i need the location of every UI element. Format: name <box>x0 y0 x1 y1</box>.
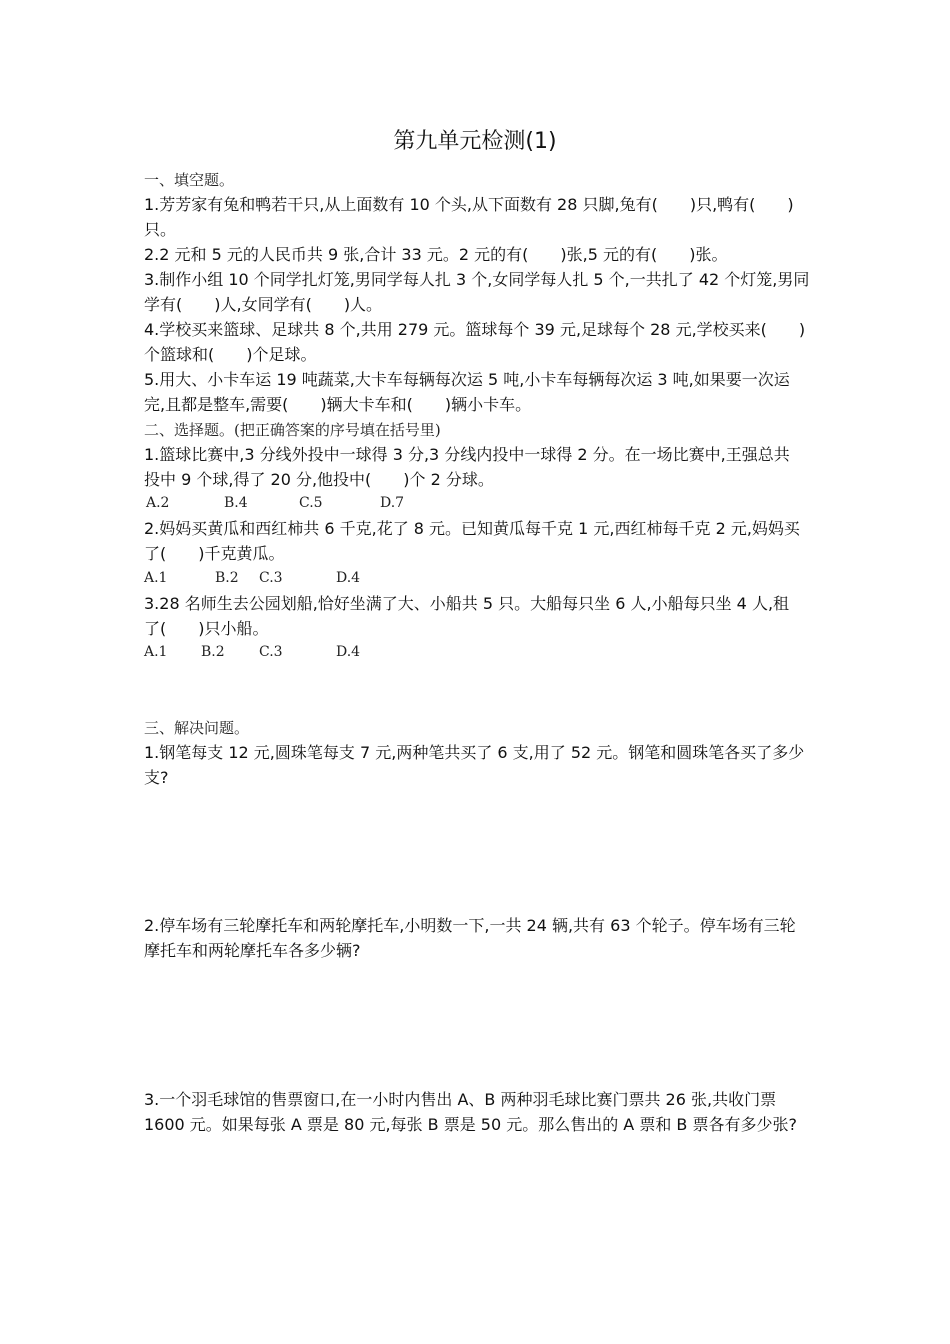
option-d: D.4 <box>336 570 361 586</box>
option-c: C.3 <box>259 570 283 586</box>
choice-question-2-line-1: 2.妈妈买黄瓜和西红柿共 6 千克,花了 8 元。已知黄瓜每千克 1 元,西红柿每千克 2 元,妈妈买 <box>144 519 800 538</box>
option-b: B.2 <box>215 570 239 586</box>
fill-question-3-line-1: 3.制作小组 10 个同学扎灯笼,男同学每人扎 3 个,女同学每人扎 5 个,一共扎了 42 个灯笼,男同 <box>144 270 810 289</box>
fill-question-1-line-2: 只。 <box>144 220 177 239</box>
fill-question-5-line-2: 完,且都是整车,需要( )辆大卡车和( )辆小卡车。 <box>144 395 532 414</box>
fill-question-5-line-1: 5.用大、小卡车运 19 吨蔬菜,大卡车每辆每次运 5 吨,小卡车每辆每次运 3 吨,如果要一次运 <box>144 370 790 389</box>
option-c: C.3 <box>259 644 283 660</box>
fill-question-4-line-1: 4.学校买来篮球、足球共 8 个,共用 279 元。篮球每个 39 元,足球每个 28 元,学校买来( ) <box>144 320 806 339</box>
problem-3-line-2: 1600 元。如果每张 A 票是 80 元,每张 B 票是 50 元。那么售出的 A 票和 B 票各有多少张? <box>144 1115 797 1134</box>
option-a: A.1 <box>144 644 168 660</box>
option-a: A.1 <box>144 570 168 586</box>
option-b: B.4 <box>224 495 248 511</box>
option-d: D.4 <box>336 644 361 660</box>
fill-question-4-line-2: 个篮球和( )个足球。 <box>144 345 317 364</box>
choice-question-2-line-2: 了( )千克黄瓜。 <box>144 544 285 563</box>
option-c: C.5 <box>299 495 323 511</box>
problem-1-line-2: 支? <box>144 768 169 787</box>
problem-2-line-1: 2.停车场有三轮摩托车和两轮摩托车,小明数一下,一共 24 辆,共有 63 个轮子。停车场有三轮 <box>144 916 796 935</box>
option-b: B.2 <box>201 644 225 660</box>
fill-question-3-line-2: 学有( )人,女同学有( )人。 <box>144 295 383 314</box>
choice-question-3-line-1: 3.28 名师生去公园划船,恰好坐满了大、小船共 5 只。大船每只坐 6 人,小船每只坐 4 人,租 <box>144 594 790 613</box>
choice-question-3-line-2: 了( )只小船。 <box>144 619 269 638</box>
option-a: A.2 <box>146 495 170 511</box>
section-heading-multiple-choice: 二、选择题。(把正确答案的序号填在括号里) <box>144 421 441 439</box>
fill-question-2-line-1: 2.2 元和 5 元的人民币共 9 张,合计 33 元。2 元的有( )张,5 元的有( )张。 <box>144 245 728 264</box>
page-title: 第九单元检测(1) <box>393 129 557 154</box>
choice-question-1-line-1: 1.篮球比赛中,3 分线外投中一球得 3 分,3 分线内投中一球得 2 分。在一场比赛中,王强总共 <box>144 445 790 464</box>
problem-2-line-2: 摩托车和两轮摩托车各多少辆? <box>144 941 361 960</box>
problem-1-line-1: 1.钢笔每支 12 元,圆珠笔每支 7 元,两种笔共买了 6 支,用了 52 元。钢笔和圆珠笔各买了多少 <box>144 743 805 762</box>
option-d: D.7 <box>380 495 405 511</box>
fill-question-1-line-1: 1.芳芳家有兔和鸭若干只,从上面数有 10 个头,从下面数有 28 只脚,兔有( )只,鸭有( ) <box>144 195 794 214</box>
problem-3-line-1: 3.一个羽毛球馆的售票窗口,在一小时内售出 A、B 两种羽毛球比赛门票共 26 张,共收门票 <box>144 1090 777 1109</box>
section-heading-fill-blank: 一、填空题。 <box>144 171 235 189</box>
section-heading-problem-solving: 三、解决问题。 <box>144 719 250 737</box>
choice-question-1-line-2: 投中 9 个球,得了 20 分,他投中( )个 2 分球。 <box>144 470 494 489</box>
